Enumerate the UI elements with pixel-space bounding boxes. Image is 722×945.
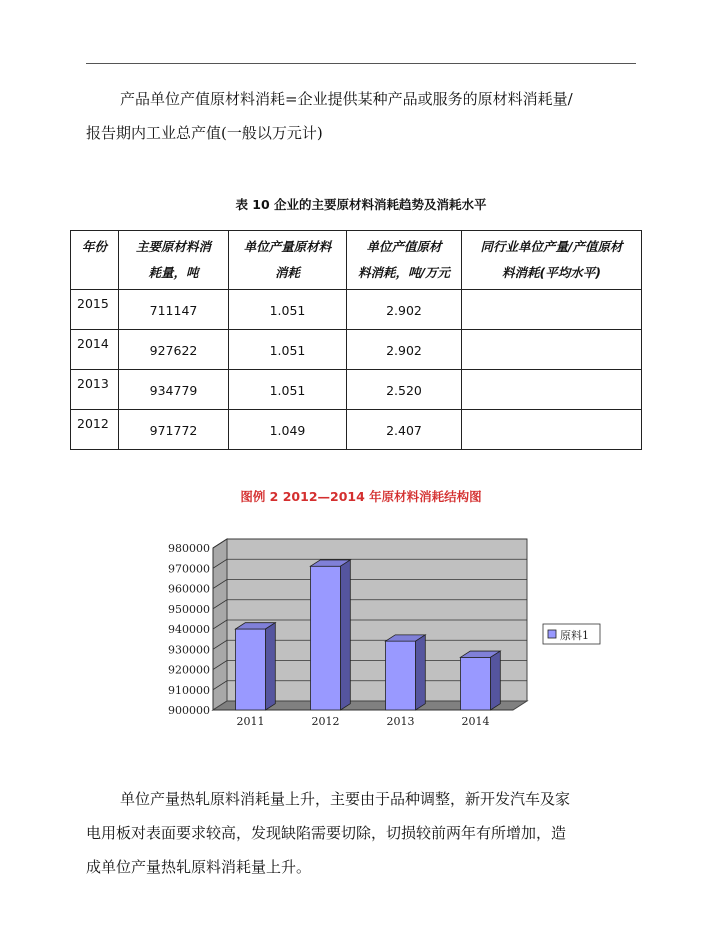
- cell-year: 2015: [71, 290, 119, 330]
- table-row: [71, 330, 642, 370]
- analysis-line-3: 成单位产量热轧原料消耗量上升。: [86, 858, 312, 876]
- y-tick-label: 960000: [168, 582, 210, 596]
- cell-per-unit-output: 1.051: [229, 330, 347, 370]
- cell-industry-average: [462, 370, 642, 410]
- cell-year: 2012: [71, 410, 119, 450]
- y-tick-label: 940000: [168, 623, 210, 636]
- formula-line-2: 报告期内工业总产值(一般以万元计): [86, 124, 323, 142]
- header-per-unit-value: 单位产值原材 料消耗，吨/万元: [347, 231, 462, 290]
- bar: [461, 657, 491, 710]
- bar-side: [491, 651, 501, 710]
- x-tick-label: 2013: [386, 715, 415, 728]
- cell-per-unit-value: 2.902: [347, 290, 462, 330]
- cell-industry-average: [462, 410, 642, 450]
- cell-per-unit-output: 1.049: [229, 410, 347, 450]
- legend-swatch: [548, 630, 556, 638]
- y-tick-label: 950000: [168, 602, 210, 616]
- x-tick-label: 2012: [311, 715, 340, 728]
- consumption-table: [70, 230, 642, 450]
- x-tick-label: 2011: [236, 715, 265, 728]
- figure-title: 图例 2 2012—2014 年原材料消耗结构图: [240, 489, 482, 504]
- y-tick-label: 900000: [168, 704, 210, 717]
- header-rule: [86, 63, 636, 64]
- y-tick-label: 930000: [168, 643, 210, 657]
- bar: [236, 629, 266, 710]
- bar: [311, 566, 341, 710]
- header-industry-average: 同行业单位产量/产值原材 料消耗(平均水平): [462, 231, 642, 290]
- cell-year: 2013: [71, 370, 119, 410]
- header-per-unit-output: 单位产量原材料 消耗: [229, 231, 347, 290]
- y-tick-label: 980000: [168, 542, 210, 555]
- analysis-line-2: 电用板对表面要求较高，发现缺陷需要切除，切损较前两年有所增加，造: [86, 824, 567, 842]
- header-consumption: 主要原材料消 耗量，吨: [119, 231, 229, 290]
- cell-year: 2014: [71, 330, 119, 370]
- bar-chart: [150, 530, 610, 735]
- cell-per-unit-value: 2.407: [347, 410, 462, 450]
- cell-consumption: 934779: [119, 370, 229, 410]
- table-row: [71, 410, 642, 450]
- cell-consumption: 927622: [119, 330, 229, 370]
- x-tick-label: 2014: [461, 715, 490, 728]
- table-row: [71, 370, 642, 410]
- header-year: 年份: [71, 231, 119, 290]
- cell-industry-average: [462, 330, 642, 370]
- y-tick-label: 920000: [168, 663, 210, 677]
- legend-label: 原料1: [560, 629, 589, 642]
- cell-per-unit-value: 2.902: [347, 330, 462, 370]
- table-row: [71, 290, 642, 330]
- bar-side: [266, 623, 276, 710]
- bar-side: [341, 560, 351, 710]
- table-header-row: [71, 231, 642, 290]
- cell-industry-average: [462, 290, 642, 330]
- table-title: 表 10 企业的主要原材料消耗趋势及消耗水平: [235, 197, 487, 212]
- cell-per-unit-value: 2.520: [347, 370, 462, 410]
- analysis-line-1: 单位产量热轧原料消耗量上升，主要由于品种调整，新开发汽车及家: [120, 790, 571, 808]
- cell-consumption: 711147: [119, 290, 229, 330]
- bar-side: [416, 635, 426, 710]
- formula-line-1: 产品单位产值原材料消耗=企业提供某种产品或服务的原材料消耗量/: [120, 90, 573, 108]
- cell-per-unit-output: 1.051: [229, 290, 347, 330]
- y-tick-label: 910000: [168, 683, 210, 697]
- bar: [386, 641, 416, 710]
- y-tick-label: 970000: [168, 562, 210, 576]
- cell-consumption: 971772: [119, 410, 229, 450]
- cell-per-unit-output: 1.051: [229, 370, 347, 410]
